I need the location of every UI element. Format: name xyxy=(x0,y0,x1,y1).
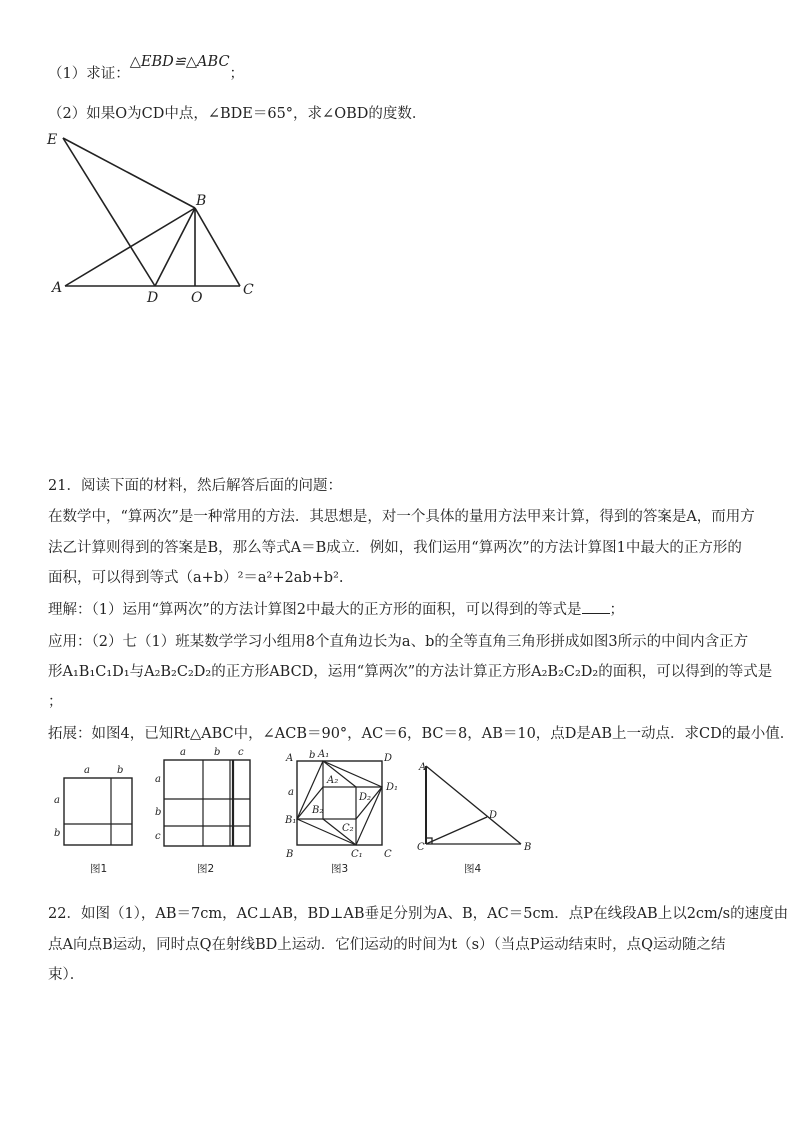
fig2-label-b: b xyxy=(214,747,221,758)
fig3-label-D: D xyxy=(384,753,393,764)
q22-line3: 束）． xyxy=(48,967,85,983)
fig4-label-C: C xyxy=(417,842,425,853)
q21-intro: 21．阅读下面的材料，然后解答后面的问题： xyxy=(48,478,342,494)
q21-paragraph-line2: 法乙计算则得到的答案是B，那么等式A＝B成立．例如，我们运用“算两次”的方法计算图1中最大的正方形的 xyxy=(48,540,742,556)
q21-apply-line1: 应用：（2）七（1）班某数学学习小组用8个直角边长为a、b的全等直角三角形拼成如图3所示的中间内含正方 xyxy=(48,634,749,650)
segment-ED xyxy=(63,138,155,286)
square-A2B2C2D2 xyxy=(323,787,356,819)
q20-triangle-figure xyxy=(63,138,240,286)
q22-line2: 点A向点B运动，同时点Q在射线BD上运动．它们运动的时间为t（s）（当点P运动结束时，点Q运动随之结 xyxy=(48,937,726,953)
fig3-label-A2: A₂ xyxy=(327,775,339,786)
label-D: D xyxy=(147,290,159,306)
fig3-label-B: B xyxy=(286,849,294,860)
fig1-caption: 图1 xyxy=(90,863,108,875)
fig2-caption: 图2 xyxy=(197,863,215,875)
fig3-label-B2: B₂ xyxy=(312,805,324,816)
fig2-label-a-side: a xyxy=(155,774,161,785)
fig4-caption: 图4 xyxy=(464,863,482,875)
fig1-label-b: b xyxy=(117,765,124,776)
label-B: B xyxy=(196,193,207,209)
fig2-label-c-side: c xyxy=(155,831,161,842)
q21-extend: 拓展：如图4，已知Rt△ABC中，∠ACB＝90°，AC＝6，BC＝8，AB＝10，点D是AB上一动点．求CD的最小值． xyxy=(48,726,795,742)
fig1-label-a: a xyxy=(84,765,90,776)
label-O: O xyxy=(191,290,203,306)
fig3-label-C1: C₁ xyxy=(351,849,363,860)
figure-4 xyxy=(426,766,521,844)
fig3-label-A: A xyxy=(286,753,294,764)
fig3-label-D2: D₂ xyxy=(359,792,372,803)
q21-apply-line2: 形A₁B₁C₁D₁与A₂B₂C₂D₂的正方形ABCD，运用“算两次”的方法计算正方形A₂B₂C₂D₂的面积，可以得到的等式是 xyxy=(48,664,773,680)
q20-part1-formula: △EBD≌△ABC xyxy=(129,54,230,70)
figure-1 xyxy=(64,778,132,845)
fig4-label-D: D xyxy=(489,810,498,821)
fig3-label-D1: D₁ xyxy=(386,782,399,793)
fig2-label-b-side: b xyxy=(155,807,162,818)
q21-apply-line3: ； xyxy=(48,694,63,710)
fig1-label-a-side: a xyxy=(54,795,60,806)
figure-2 xyxy=(164,760,250,846)
q20-part2: （2）如果O为CD中点，∠BDE＝65°，求∠OBD的度数． xyxy=(48,106,427,122)
q22-line1: 22．如图（1），AB＝7cm，AC⊥AB，BD⊥AB垂足分别为A、B，AC＝5cm．点P在线段AB上以2cm/s的速度由 xyxy=(48,906,789,922)
fig3-label-a: a xyxy=(288,787,294,798)
fig3-label-A1: A₁ xyxy=(318,749,330,760)
label-C: C xyxy=(243,282,254,298)
q21-paragraph-line1: 在数学中，“算两次”是一种常用的方法．其思想是，对一个具体的量用方法甲来计算，得到的答案是A，而用方 xyxy=(48,509,755,525)
figure-3 xyxy=(297,761,382,845)
fig1-label-b-side: b xyxy=(54,828,61,839)
fig2-label-a: a xyxy=(180,747,186,758)
fig2-label-c: c xyxy=(238,747,244,758)
q21-understand: 理解：（1）运用“算两次”的方法计算图2中最大的正方形的面积，可以得到的等式是 ； xyxy=(48,602,625,618)
fig4-label-B: B xyxy=(524,842,532,853)
fig3-label-b: b xyxy=(309,750,316,761)
fig3-label-C2: C₂ xyxy=(342,823,354,834)
label-E: E xyxy=(47,132,58,148)
q21-paragraph-line3: 面积，可以得到等式（a+b）²＝a²+2ab+b². xyxy=(48,570,344,586)
segment-BC xyxy=(195,208,240,286)
segment-EB xyxy=(63,138,195,208)
fig4-label-A: A xyxy=(419,762,427,773)
fig3-caption: 图3 xyxy=(331,863,349,875)
q20-part1: （1）求证：△EBD≌△ABC； xyxy=(48,54,245,82)
fig3-label-C: C xyxy=(384,849,392,860)
label-A: A xyxy=(52,280,63,296)
fig3-label-B1: B₁ xyxy=(285,815,297,826)
